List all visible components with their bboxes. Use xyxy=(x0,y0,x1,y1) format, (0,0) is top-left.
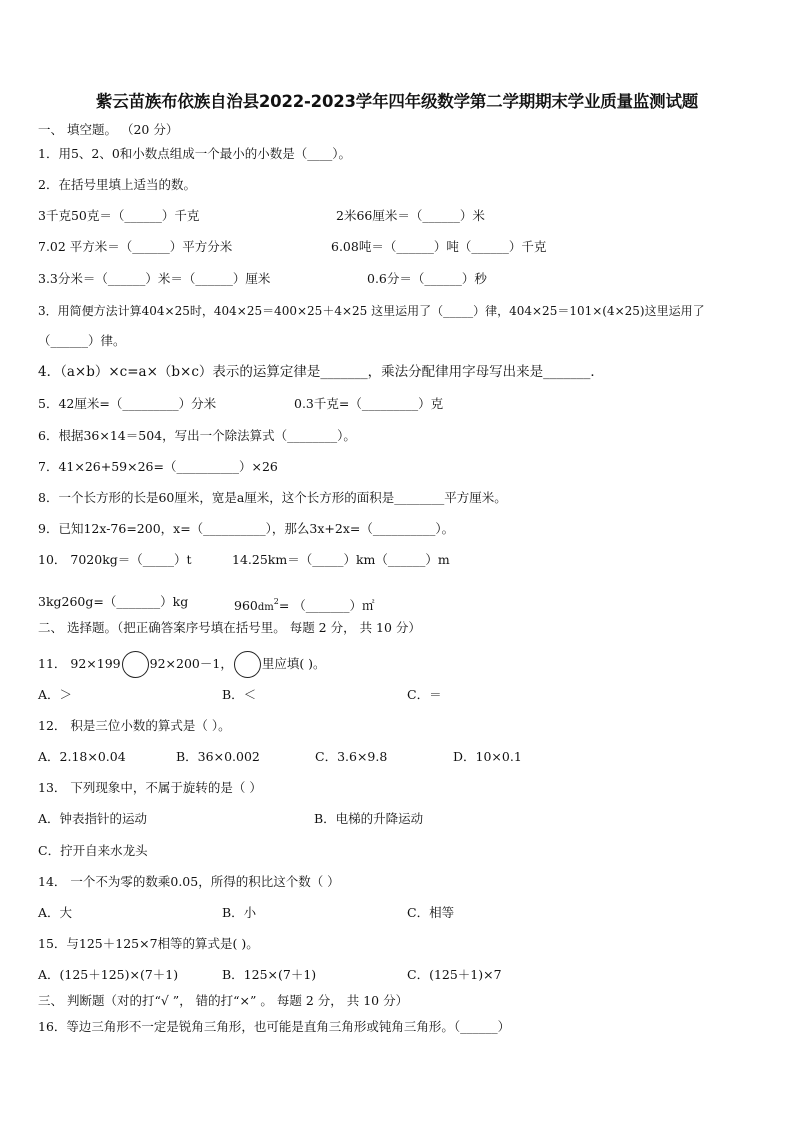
question-10-part-d xyxy=(234,594,375,616)
question-1: 1．用5、2、0和小数点组成一个最小的小数是（____）。 xyxy=(38,146,352,161)
question-5-part-a: 5．42厘米=（_________）分米 xyxy=(38,396,217,411)
question-4: 4．（a×b）×c=a×（b×c）表示的运算定律是_______，乘法分配律用字母写出来是_______． xyxy=(38,364,604,380)
question-2-item: 0.6分＝（______）秒 xyxy=(367,271,487,286)
question-13: 13． 下列现象中，不属于旋转的是（ ） xyxy=(38,780,262,795)
option-b: B．125×(7＋1) xyxy=(222,967,317,982)
q10-unit: dm xyxy=(257,602,274,613)
option-a: A．(125＋125)×(7＋1) xyxy=(38,967,179,982)
question-11 xyxy=(38,651,326,678)
question-6: 6．根据36×14＝504，写出一个除法算式（________）。 xyxy=(38,428,356,443)
page-title: 紫云苗族布依族自治县2022-2023学年四年级数学第二学期期末学业质量监测试题 xyxy=(95,92,699,111)
option-d: D．10×0.1 xyxy=(453,749,522,764)
option-b: B．小 xyxy=(222,905,257,920)
option-c: C．＝ xyxy=(407,687,442,702)
option-a: A．钟表指针的运动 xyxy=(38,811,148,826)
question-16: 16．等边三角形不一定是锐角三角形，也可能是直角三角形或钝角三角形。（______） xyxy=(38,1019,511,1034)
option-c: C．3.6×9.8 xyxy=(315,749,388,764)
option-c: C．(125＋1)×7 xyxy=(407,967,502,982)
q11-expression-left: 11． 92×199 xyxy=(38,656,121,671)
section-heading-choice: 二、 选择题。（把正确答案序号填在括号里。 每题 2 分， 共 10 分） xyxy=(38,620,421,635)
question-2-item: 3.3分米＝（______）米＝（______）厘米 xyxy=(38,271,271,286)
section-heading-fill-blank: 一、 填空题。 （20 分） xyxy=(38,122,179,137)
q11-prompt: 里应填( )。 xyxy=(261,656,326,671)
question-2-item: 6.08吨＝（______）吨（______）千克 xyxy=(331,239,547,254)
question-15: 15．与125＋125×7相等的算式是( )。 xyxy=(38,936,259,951)
question-7: 7．41×26+59×26=（__________）×26 xyxy=(38,459,278,474)
comparison-circle xyxy=(122,651,149,678)
question-12: 12． 积是三位小数的算式是（ ）。 xyxy=(38,718,231,733)
question-8: 8．一个长方形的长是60厘米，宽是a厘米，这个长方形的面积是________平方厘米。 xyxy=(38,490,507,505)
option-c: C．相等 xyxy=(407,905,455,920)
question-10-part-a: 10． 7020kg＝（_____）t xyxy=(38,552,192,567)
option-a: A．2.18×0.04 xyxy=(38,749,126,764)
q10-value: 960 xyxy=(234,598,258,613)
question-14: 14． 一个不为零的数乘0.05，所得的积比这个数（ ） xyxy=(38,874,340,889)
question-2-item: 2米66厘米＝（______）米 xyxy=(336,208,485,223)
option-b: B．电梯的升降运动 xyxy=(314,811,424,826)
question-10-part-c: 3kg260g=（_______）kg xyxy=(38,594,189,609)
q11-expression-right: 92×200－1， xyxy=(149,656,233,671)
question-3-line2: （______）律。 xyxy=(38,333,126,348)
question-5-part-b: 0.3千克=（_________）克 xyxy=(294,396,444,411)
option-b: B．36×0.002 xyxy=(176,749,260,764)
q10-superscript: 2 xyxy=(273,597,279,606)
option-a: A．大 xyxy=(38,905,73,920)
section-heading-true-false: 三、 判断题（对的打“√ ”， 错的打“×” 。 每题 2 分， 共 10 分） xyxy=(38,993,409,1008)
q10-answer: = （_______）㎡ xyxy=(278,598,375,613)
option-b: B．＜ xyxy=(222,687,257,702)
comparison-circle xyxy=(234,651,261,678)
question-9: 9．已知12x-76=200，x=（__________），那么3x+2x=（__________）。 xyxy=(38,521,455,536)
question-2: 2．在括号里填上适当的数。 xyxy=(38,177,196,192)
question-3-line1: 3．用简便方法计算404×25时，404×25＝400×25＋4×25 这里运用了（_____）律，404×25＝101×(4×25)这里运用了 xyxy=(38,304,705,318)
question-10-part-b: 14.25km＝（_____）km（______）m xyxy=(232,552,450,567)
option-c: C．拧开自来水龙头 xyxy=(38,843,148,858)
option-a: A．＞ xyxy=(38,687,73,702)
question-2-item: 3千克50克＝（______）千克 xyxy=(38,208,200,223)
question-2-item: 7.02 平方米＝（______）平方分米 xyxy=(38,239,233,254)
